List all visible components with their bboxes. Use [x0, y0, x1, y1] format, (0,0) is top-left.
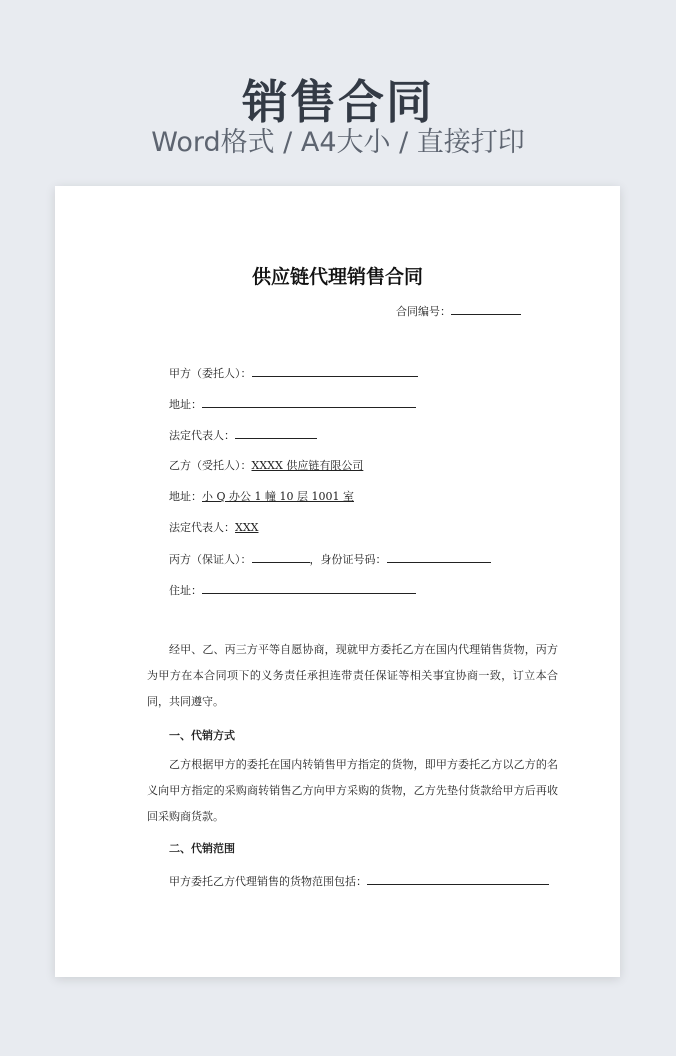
section-2-heading: 二、代销范围 — [169, 842, 235, 855]
section-1-paragraph: 乙方根据甲方的委托在国内转销售甲方指定的货物，即甲方委托乙方以乙方的名义向甲方指定的采购商转销售乙方向甲方采购的货物，乙方先垫付货款给甲方后再收回采购商货款。 — [147, 758, 558, 823]
party-b-row — [169, 457, 371, 473]
section-2-blank — [367, 872, 549, 885]
party-c-label: 丙方（保证人）： — [169, 553, 252, 566]
section-1-heading: 一、代销方式 — [169, 729, 235, 742]
id-number-blank — [387, 550, 491, 563]
party-b-rep-row — [169, 519, 267, 535]
party-c-address-blank — [202, 581, 416, 594]
party-a-rep-row — [169, 426, 317, 443]
party-a-address-blank — [202, 395, 416, 408]
contract-number-blank — [451, 302, 521, 315]
party-c-address-row — [169, 581, 416, 598]
document-page — [55, 186, 620, 977]
party-a-row — [169, 364, 418, 381]
party-b-address-label: 地址： — [169, 490, 202, 503]
party-a-address-row — [169, 395, 416, 412]
party-b-address-value: 小 Q 办公 1 幢 10 层 1001 室 — [202, 490, 354, 503]
banner-subtitle: Word格式 / A4大小 / 直接打印 — [151, 127, 525, 158]
party-c-blank — [252, 550, 310, 563]
party-c-address-label: 住址： — [169, 584, 202, 597]
party-a-rep-blank — [235, 426, 317, 439]
party-a-rep-label: 法定代表人： — [169, 429, 235, 442]
section-2-row — [169, 872, 549, 889]
party-b-address-row — [169, 488, 362, 504]
party-b-rep-label: 法定代表人： — [169, 521, 235, 534]
party-a-address-label: 地址： — [169, 398, 202, 411]
document-title: 供应链代理销售合同 — [251, 266, 423, 288]
party-b-rep-value: XXX — [235, 521, 259, 534]
party-a-label: 甲方（委托人）： — [169, 367, 252, 380]
intro-paragraph: 经甲、乙、丙三方平等自愿协商，现就甲方委托乙方在国内代理销售货物，丙方为甲方在本合同项下的义务责任承担连带责任保证等相关事宜协商一致，订立本合同，共同遵守。 — [147, 643, 558, 708]
id-number-label: ，身份证号码： — [309, 553, 387, 566]
party-b-label: 乙方（受托人）： — [169, 459, 252, 472]
banner-title: 销售合同 — [242, 75, 434, 129]
party-a-blank — [252, 364, 418, 377]
contract-number-row — [396, 302, 521, 319]
party-c-row — [169, 550, 491, 567]
party-b-value: XXXX 供应链有限公司 — [251, 459, 364, 472]
section-2-text: 甲方委托乙方代理销售的货物范围包括： — [169, 875, 367, 888]
contract-number-label: 合同编号： — [396, 305, 451, 318]
banner — [0, 0, 676, 180]
